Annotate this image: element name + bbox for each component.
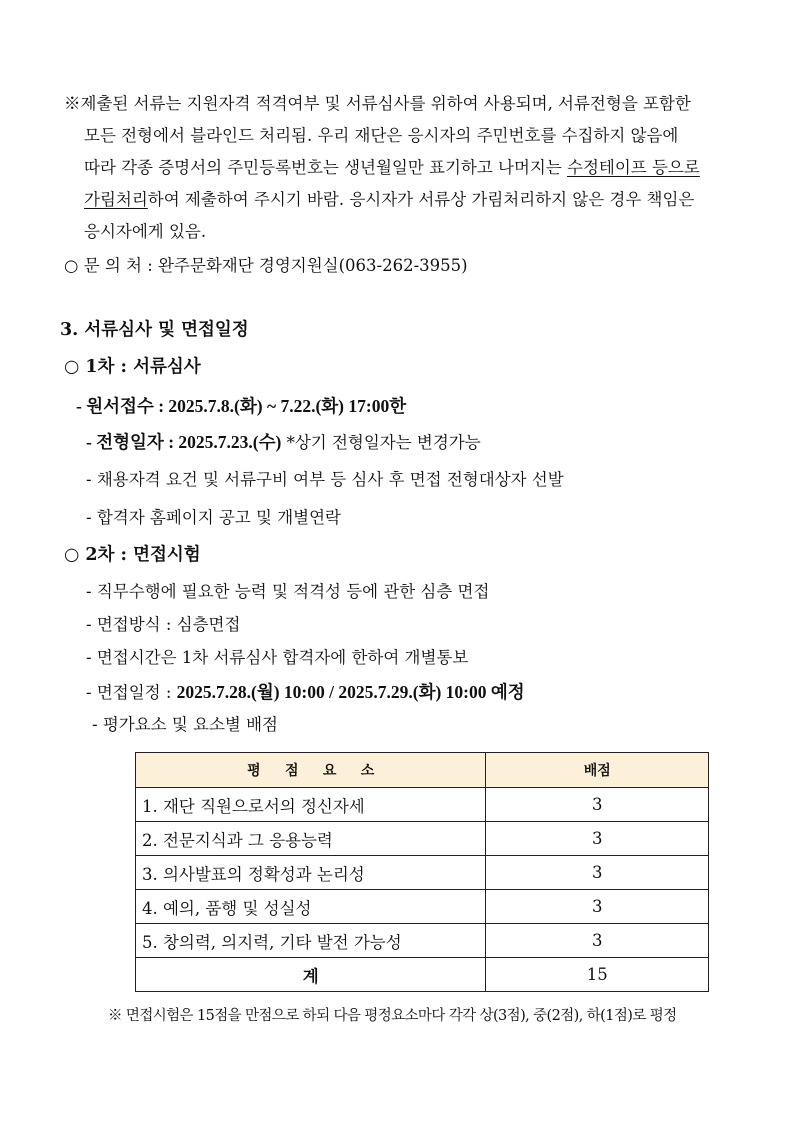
round2-item-1: - 직무수행에 필요한 능력 및 적격성 등에 관한 심층 면접 [86, 582, 490, 601]
apply-value: : 2025.7.8.(화) ~ 7.22.(화) 17:00한 [153, 396, 407, 416]
evaluation-table [135, 752, 709, 992]
interview-schedule [86, 680, 525, 705]
apply-period [76, 394, 406, 418]
evaluation-title: - 평가요소 및 요소별 배점 [92, 715, 278, 734]
round1-title: ○ 1차 : 서류심사 [64, 357, 201, 377]
schedule-value: 2025.7.28.(월) 10:00 / 2025.7.29.(화) 10:00 예정 [176, 682, 525, 702]
row-element: 4. 예의, 품행 및 성실성 [136, 890, 486, 924]
notice-line-3 [84, 156, 700, 180]
table-header-row [136, 753, 709, 788]
row-score: 3 [486, 856, 709, 890]
total-label: 계 [136, 958, 486, 992]
screening-date [86, 430, 481, 455]
row-score: 3 [486, 822, 709, 856]
date-value: : 2025.7.23.(수) [163, 432, 282, 452]
table-row [136, 924, 709, 958]
row-score: 3 [486, 788, 709, 822]
round2-item-3: - 면접시간은 1차 서류심사 합격자에 한하여 개별통보 [86, 648, 469, 667]
round1-item-1: - 채용자격 요건 및 서류구비 여부 등 심사 후 면접 전형대상자 선발 [86, 470, 564, 489]
schedule-label: - 면접일정 : [86, 683, 177, 702]
row-score: 3 [486, 924, 709, 958]
notice-line-4-text: 하여 제출하여 주시기 바람. 응시자가 서류상 가림처리하지 않은 경우 책임은 [147, 190, 695, 209]
date-note: *상기 전형일자는 변경가능 [281, 433, 481, 452]
date-label: - 전형일자 [86, 432, 164, 452]
notice-line-1: ※제출된 서류는 지원자격 적격여부 및 서류심사를 위하여 사용되며, 서류전형을 포함한 [64, 94, 691, 113]
row-score: 3 [486, 890, 709, 924]
notice-line-2: 모든 전형에서 블라인드 처리됨. 우리 재단은 응시자의 주민번호를 수집하지 않음에 [84, 126, 679, 145]
table-row [136, 890, 709, 924]
notice-line-5: 응시자에게 있음. [84, 222, 207, 241]
contact-info: ○ 문 의 처 : 완주문화재단 경영지원실(063-262-3955) [64, 256, 468, 275]
table-total-row [136, 958, 709, 992]
header-element: 평 점 요 소 [136, 753, 486, 788]
notice-line-3-text: 따라 각종 증명서의 주민등록번호는 생년월일만 표기하고 나머지는 [84, 158, 568, 177]
round2-item-2: - 면접방식 : 심층면접 [86, 615, 241, 634]
section-heading: 3. 서류심사 및 면접일정 [60, 320, 249, 340]
row-element: 3. 의사발표의 정확성과 논리성 [136, 856, 486, 890]
notice-line-4 [84, 188, 694, 212]
table-row [136, 856, 709, 890]
footnote: ※ 면접시험은 15점을 만점으로 하되 다음 평정요소마다 각각 상(3점), 중(2점), 하(1점)로 평정 [108, 1008, 677, 1024]
table-row [136, 788, 709, 822]
round1-item-2: - 합격자 홈페이지 공고 및 개별연락 [86, 508, 341, 527]
header-score: 배점 [486, 753, 709, 788]
round2-title: ○ 2차 : 면접시험 [64, 545, 201, 565]
notice-underlined-masking: 가림처리 [84, 190, 148, 209]
row-element: 2. 전문지식과 그 응용능력 [136, 822, 486, 856]
table-row [136, 822, 709, 856]
row-element: 5. 창의력, 의지력, 기타 발전 가능성 [136, 924, 486, 958]
row-element: 1. 재단 직원으로서의 정신자세 [136, 788, 486, 822]
apply-label: - 원서접수 [76, 396, 154, 416]
total-score: 15 [486, 958, 709, 992]
notice-underlined-text: 수정테이프 등으로 [567, 158, 700, 177]
